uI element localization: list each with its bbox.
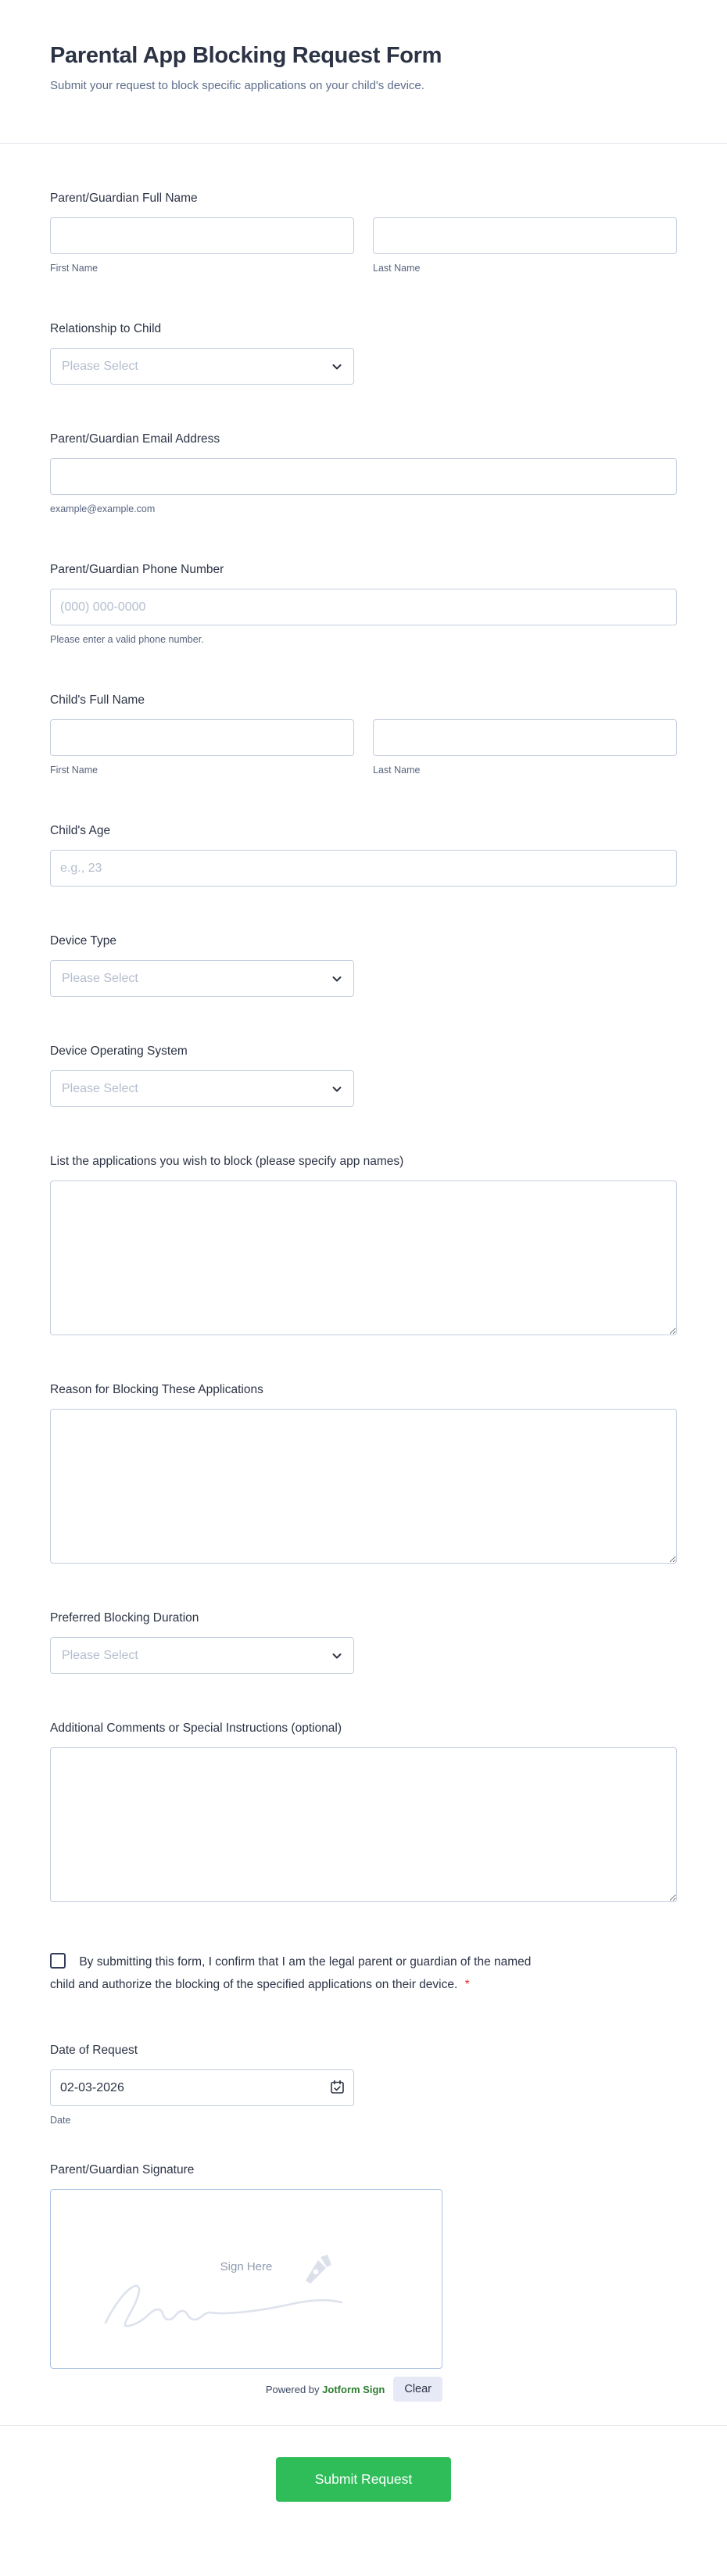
relationship-select-value: Please Select [62, 359, 138, 373]
chevron-down-icon [331, 1650, 342, 1661]
pen-nib-icon [299, 2254, 335, 2292]
clear-signature-button[interactable]: Clear [393, 2377, 442, 2402]
child-age-control [50, 850, 677, 887]
date-sublabel: Date [50, 2115, 71, 2126]
phone-input[interactable] [50, 589, 677, 625]
relationship-select[interactable] [50, 348, 354, 385]
device-os-control [50, 1070, 677, 1107]
device-os-label: Device Operating System [50, 1044, 188, 1058]
child-name-label: Child's Full Name [50, 693, 145, 707]
signature-label: Parent/Guardian Signature [50, 2163, 195, 2177]
required-asterisk: * [464, 1978, 470, 1991]
field-consent [50, 1951, 557, 1996]
submit-row [0, 2426, 727, 2542]
email-label: Parent/Guardian Email Address [50, 432, 220, 446]
chevron-down-icon [331, 973, 342, 984]
comments-label: Additional Comments or Special Instructions (optional) [50, 1722, 342, 1735]
form-body [0, 191, 727, 2402]
parent-last-name-sublabel: Last Name [373, 263, 421, 274]
parent-name-row [50, 217, 677, 274]
phone-label: Parent/Guardian Phone Number [50, 563, 224, 576]
phone-control [50, 589, 677, 646]
calendar-check-icon [330, 2080, 345, 2097]
field-comments [50, 1721, 677, 1902]
field-phone [50, 562, 677, 646]
child-name-row [50, 719, 677, 776]
child-last-name-input[interactable] [373, 719, 677, 756]
consent-checkbox[interactable] [50, 1953, 66, 1969]
field-reason [50, 1382, 677, 1564]
child-first-name-sublabel: First Name [50, 765, 98, 776]
field-parent-name [50, 191, 677, 274]
date-control [50, 2069, 354, 2106]
date-input[interactable] [50, 2069, 354, 2106]
header-divider [0, 143, 727, 144]
parent-last-name-col [373, 217, 677, 274]
parent-first-name-sublabel: First Name [50, 263, 98, 274]
parent-name-label: Parent/Guardian Full Name [50, 192, 198, 205]
email-control [50, 458, 677, 515]
powered-by-text [266, 2384, 385, 2395]
parent-last-name-input[interactable] [373, 217, 677, 254]
reason-label: Reason for Blocking These Applications [50, 1383, 263, 1396]
chevron-down-icon [331, 1084, 342, 1095]
relationship-label: Relationship to Child [50, 322, 162, 335]
device-type-control [50, 960, 677, 997]
field-duration [50, 1610, 677, 1674]
device-type-label: Device Type [50, 934, 117, 948]
child-first-name-input[interactable] [50, 719, 354, 756]
consent-row [50, 1955, 531, 1991]
reason-textarea[interactable] [50, 1409, 677, 1564]
parent-first-name-col [50, 217, 354, 274]
phone-sublabel: Please enter a valid phone number. [50, 634, 204, 645]
device-type-select[interactable] [50, 960, 354, 997]
field-apps-to-block [50, 1154, 677, 1335]
duration-select[interactable] [50, 1637, 354, 1674]
field-relationship [50, 321, 677, 385]
child-last-name-col [373, 719, 677, 776]
field-date [50, 2043, 677, 2126]
signature-pad[interactable] [50, 2189, 442, 2369]
field-child-name [50, 693, 677, 776]
powered-by-label: Powered by [265, 2383, 320, 2395]
field-device-os [50, 1044, 677, 1107]
device-os-select[interactable] [50, 1070, 354, 1107]
child-age-input[interactable] [50, 850, 677, 887]
child-first-name-col [50, 719, 354, 776]
apps-to-block-label: List the applications you wish to block (please specify app names) [50, 1155, 404, 1168]
field-signature [50, 2162, 677, 2402]
device-os-select-value: Please Select [62, 1081, 138, 1095]
email-input[interactable] [50, 458, 677, 495]
jotform-sign-link[interactable]: Jotform Sign [322, 2383, 385, 2395]
sign-here-text: Sign Here [220, 2260, 273, 2273]
comments-textarea[interactable] [50, 1747, 677, 1902]
email-sublabel: example@example.com [50, 503, 156, 514]
apps-to-block-textarea[interactable] [50, 1181, 677, 1335]
date-label: Date of Request [50, 2044, 138, 2057]
consent-text: By submitting this form, I confirm that I am the legal parent or guardian of the named child and authorize the blocking of the specified applications on their device. [50, 1955, 532, 1991]
field-child-age [50, 823, 677, 887]
signature-footer [50, 2377, 442, 2402]
duration-control [50, 1637, 677, 1674]
child-age-label: Child's Age [50, 824, 111, 837]
relationship-control [50, 348, 677, 385]
device-type-select-value: Please Select [62, 971, 138, 985]
child-last-name-sublabel: Last Name [373, 765, 421, 776]
page-title: Parental App Blocking Request Form [50, 43, 442, 68]
duration-label: Preferred Blocking Duration [50, 1611, 199, 1625]
parent-first-name-input[interactable] [50, 217, 354, 254]
calendar-picker-button[interactable] [330, 2080, 345, 2097]
submit-request-button[interactable]: Submit Request [276, 2457, 451, 2502]
page-subtitle: Submit your request to block specific applications on your child's device. [50, 79, 424, 92]
chevron-down-icon [331, 361, 342, 372]
field-email [50, 432, 677, 515]
form-header [0, 0, 727, 95]
duration-select-value: Please Select [62, 1648, 138, 1662]
field-device-type [50, 933, 677, 997]
